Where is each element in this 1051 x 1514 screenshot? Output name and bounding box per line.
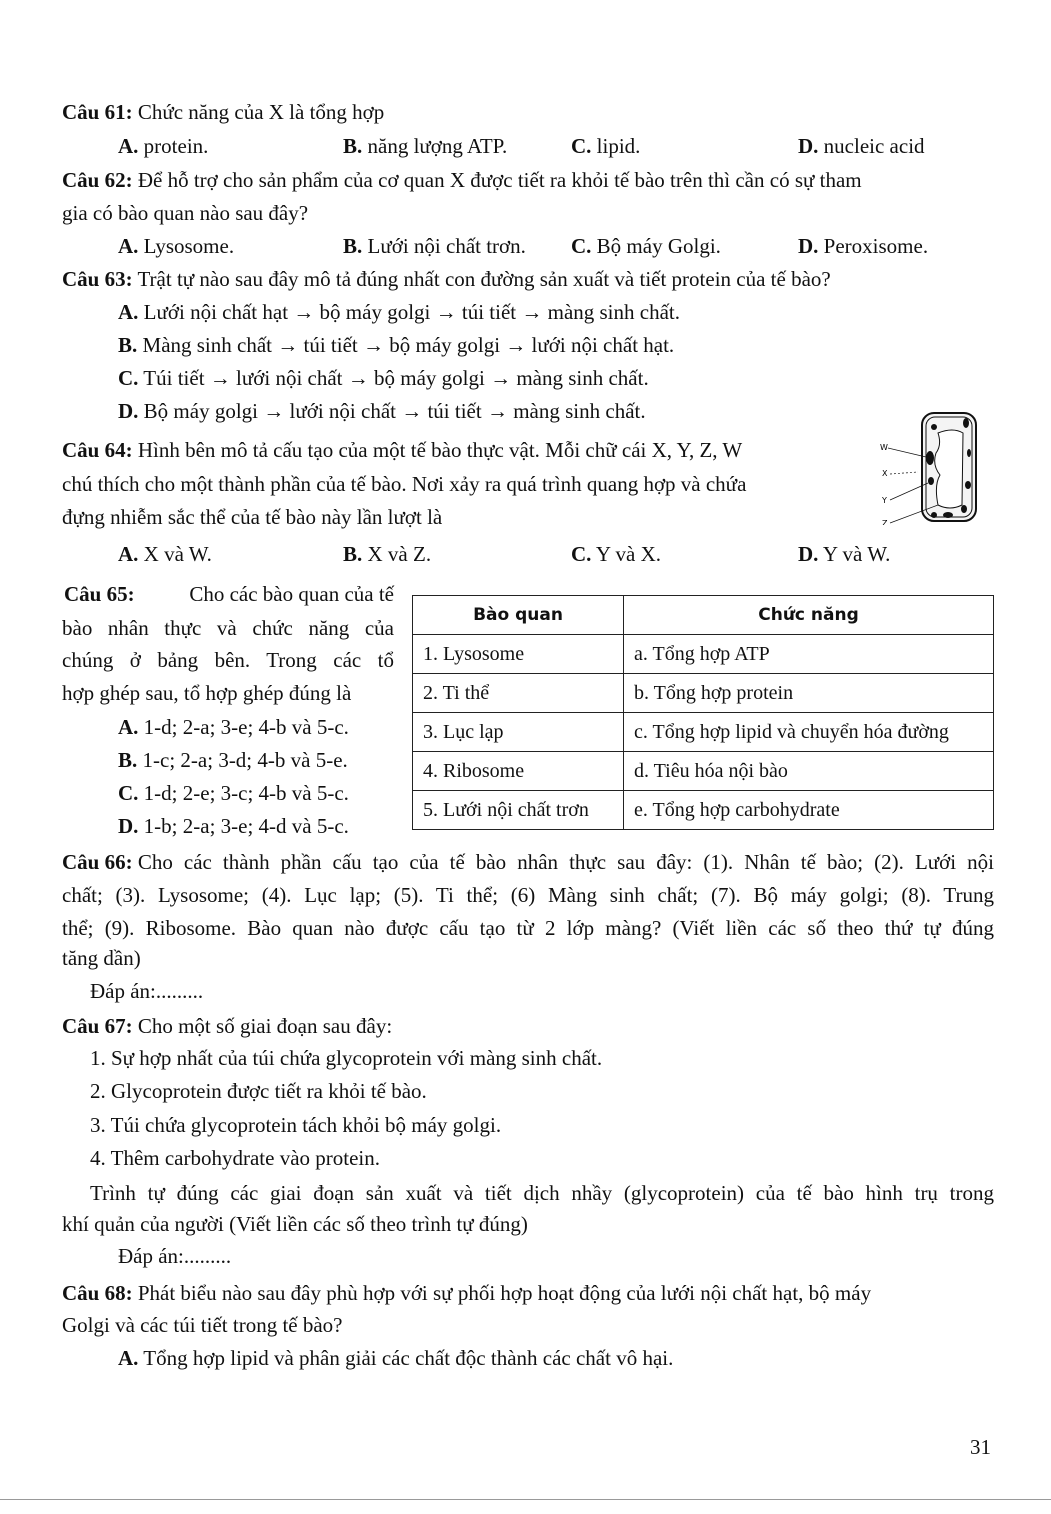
text: 5. Lưới nội chất trơn bbox=[413, 791, 624, 830]
text: Hình bên mô tả cấu tạo của một tế bào thực vật. Mỗi chữ cái X, Y, Z, W bbox=[137, 438, 743, 462]
text: Phát biểu nào sau đây phù hợp với sự phối hợp hoạt động của lưới nội chất hạt, bộ máy bbox=[137, 1281, 872, 1305]
organelle-function-table bbox=[412, 595, 994, 830]
text: Peroxisome. bbox=[823, 234, 929, 258]
answer-blank[interactable]: Đáp án:......... bbox=[118, 1244, 232, 1268]
text: C. bbox=[571, 134, 592, 158]
text: 1. Lysosome bbox=[413, 635, 624, 674]
option-a bbox=[118, 1346, 673, 1370]
text: Câu 67: bbox=[62, 1014, 133, 1038]
header-organelle: Bào quan bbox=[413, 596, 624, 635]
question-67 bbox=[62, 1014, 392, 1038]
text: D. bbox=[798, 134, 819, 158]
text: D. bbox=[118, 814, 139, 838]
text: năng lượng ATP. bbox=[367, 134, 508, 158]
option-c bbox=[118, 781, 349, 805]
text: D. bbox=[118, 399, 139, 423]
option-a bbox=[118, 542, 212, 566]
text: nucleic acid bbox=[823, 134, 925, 158]
table-row bbox=[413, 635, 994, 674]
text: 1-b; 2-a; 3-e; 4-d và 5-c. bbox=[143, 814, 349, 838]
text: B. bbox=[343, 542, 363, 566]
text: lipid. bbox=[596, 134, 641, 158]
option-c bbox=[571, 134, 640, 158]
text: B. bbox=[343, 134, 363, 158]
text: A. bbox=[118, 542, 139, 566]
option-b bbox=[343, 234, 526, 258]
text: C. bbox=[118, 781, 139, 805]
table-header-row bbox=[413, 596, 994, 635]
option-c bbox=[571, 234, 721, 258]
question-text: gia có bào quan nào sau đây? bbox=[62, 201, 309, 225]
step: 1. Sự hợp nhất của túi chứa glycoprotein với màng sinh chất. bbox=[90, 1046, 603, 1070]
option-d bbox=[798, 234, 928, 258]
step: 3. Túi chứa glycoprotein tách khỏi bộ máy golgi. bbox=[90, 1113, 502, 1137]
text: 2. Ti thể bbox=[413, 674, 624, 713]
option-b bbox=[118, 333, 674, 357]
text: Câu 62: bbox=[62, 168, 133, 192]
option-a bbox=[118, 134, 208, 158]
text: A. bbox=[118, 300, 139, 324]
text: Trật tự nào sau đây mô tả đúng nhất con đường sản xuất và tiết protein của tế bào? bbox=[137, 267, 831, 291]
text: Lưới nội chất trơn. bbox=[367, 234, 526, 258]
header-function: Chức năng bbox=[624, 596, 994, 635]
question-text: chú thích cho một thành phần của tế bào. Nơi xảy ra quá trình quang hợp và chứa bbox=[62, 472, 747, 496]
text: X và Z. bbox=[367, 542, 432, 566]
text: C. bbox=[571, 542, 592, 566]
option-a bbox=[118, 300, 680, 324]
text: Câu 68: bbox=[62, 1281, 133, 1305]
option-d bbox=[118, 814, 349, 838]
question-64 bbox=[62, 438, 742, 462]
question-65 bbox=[64, 582, 394, 606]
step: 4. Thêm carbohydrate vào protein. bbox=[90, 1146, 381, 1170]
text: 4. Ribosome bbox=[413, 752, 624, 791]
text: protein. bbox=[143, 134, 209, 158]
bottom-rule bbox=[0, 1499, 1051, 1500]
text: d. Tiêu hóa nội bào bbox=[624, 752, 994, 791]
question-66 bbox=[62, 850, 994, 874]
text: Tổng hợp lipid và phân giải các chất độc thành các chất vô hại. bbox=[143, 1346, 674, 1370]
text: 3. Lục lạp bbox=[413, 713, 624, 752]
option-a bbox=[118, 234, 234, 258]
label-y: Y bbox=[882, 496, 887, 505]
step: 2. Glycoprotein được tiết ra khỏi tế bào. bbox=[90, 1079, 427, 1103]
question-text: Golgi và các túi tiết trong tế bào? bbox=[62, 1313, 343, 1337]
page-number: 31 bbox=[970, 1435, 991, 1459]
text: Túi tiết → lưới nội chất → bộ máy golgi → màng sinh chất. bbox=[143, 366, 649, 390]
text: B. bbox=[118, 748, 138, 772]
text: 1-d; 2-e; 3-c; 4-b và 5-c. bbox=[143, 781, 349, 805]
table-row bbox=[413, 713, 994, 752]
text: B. bbox=[343, 234, 363, 258]
question-63 bbox=[62, 267, 831, 291]
question-text: hợp ghép sau, tổ hợp ghép đúng là bbox=[62, 681, 352, 705]
question-text: thể; (9). Ribosome. Bào quan nào được cấu tạo từ 2 lớp màng? (Viết liền các số theo thứ tự đúng bbox=[62, 916, 994, 940]
option-a bbox=[118, 715, 349, 739]
label-z: Z bbox=[882, 519, 888, 525]
text: Bộ máy golgi → lưới nội chất → túi tiết → màng sinh chất. bbox=[143, 399, 646, 423]
text: e. Tổng hợp carbohydrate bbox=[624, 791, 994, 830]
label-w: W bbox=[880, 443, 888, 452]
text: a. Tổng hợp ATP bbox=[624, 635, 994, 674]
question-text: đựng nhiễm sắc thể của tế bào này lần lượt là bbox=[62, 505, 443, 529]
text: A. bbox=[118, 134, 139, 158]
question-text: khí quản của người (Viết liền các số theo trình tự đúng) bbox=[62, 1212, 528, 1236]
text: Cho các bào quan của tế bbox=[189, 582, 394, 606]
text: Màng sinh chất → túi tiết → bộ máy golgi → lưới nội chất hạt. bbox=[142, 333, 675, 357]
text: A. bbox=[118, 1346, 139, 1370]
text: Lysosome. bbox=[143, 234, 235, 258]
question-text: Trình tự đúng các giai đoạn sản xuất và tiết dịch nhầy (glycoprotein) của tế bào hình trụ trong bbox=[90, 1181, 994, 1205]
option-b bbox=[343, 134, 507, 158]
question-text: tăng dần) bbox=[62, 946, 141, 970]
text: A. bbox=[118, 234, 139, 258]
text: Để hỗ trợ cho sản phẩm của cơ quan X được tiết ra khỏi tế bào trên thì cần có sự tham bbox=[137, 168, 862, 192]
question-text: chúng ở bảng bên. Trong các tổ bbox=[62, 648, 394, 672]
text: B. bbox=[118, 333, 138, 357]
question-text: Chức năng của X là tổng hợp bbox=[137, 100, 385, 124]
text: Câu 64: bbox=[62, 438, 133, 462]
text: Câu 66: bbox=[62, 850, 133, 874]
text: Câu 63: bbox=[62, 267, 133, 291]
option-d bbox=[798, 542, 890, 566]
question-text: bào nhân thực và chức năng của bbox=[62, 616, 394, 640]
label-x: X bbox=[882, 469, 888, 478]
text: 1-c; 2-a; 3-d; 4-b và 5-e. bbox=[142, 748, 348, 772]
text: C. bbox=[571, 234, 592, 258]
question-62 bbox=[62, 168, 862, 192]
table-row bbox=[413, 791, 994, 830]
question-text: chất; (3). Lysosome; (4). Lục lạp; (5). Ti thể; (6) Màng sinh chất; (7). Bộ máy golgi; (8). Trung bbox=[62, 883, 994, 907]
text: Bộ máy Golgi. bbox=[596, 234, 721, 258]
text: C. bbox=[118, 366, 139, 390]
text: Cho các thành phần cấu tạo của tế bào nhân thực sau đây: (1). Nhân tế bào; (2). Lưới nội bbox=[137, 850, 994, 874]
text: A. bbox=[118, 715, 139, 739]
plant-cell-figure bbox=[878, 405, 988, 525]
text: D. bbox=[798, 234, 819, 258]
option-b bbox=[118, 748, 348, 772]
option-c bbox=[571, 542, 661, 566]
option-b bbox=[343, 542, 431, 566]
text: Lưới nội chất hạt → bộ máy golgi → túi tiết → màng sinh chất. bbox=[143, 300, 680, 324]
option-d bbox=[118, 399, 646, 423]
table-row bbox=[413, 752, 994, 791]
text: 1-d; 2-a; 3-e; 4-b và 5-c. bbox=[143, 715, 349, 739]
option-c bbox=[118, 366, 649, 390]
text: Y và W. bbox=[822, 542, 891, 566]
text: Câu 65: bbox=[64, 582, 135, 606]
question-61 bbox=[62, 100, 384, 124]
question-label: Câu 61: bbox=[62, 100, 133, 124]
text: Y và X. bbox=[595, 542, 662, 566]
option-d bbox=[798, 134, 925, 158]
text: Cho một số giai đoạn sau đây: bbox=[137, 1014, 393, 1038]
answer-blank[interactable]: Đáp án:......... bbox=[90, 979, 204, 1003]
question-68 bbox=[62, 1281, 871, 1305]
table-row bbox=[413, 674, 994, 713]
text: b. Tổng hợp protein bbox=[624, 674, 994, 713]
text: D. bbox=[798, 542, 819, 566]
text: c. Tổng hợp lipid và chuyển hóa đường bbox=[624, 713, 994, 752]
text: X và W. bbox=[143, 542, 212, 566]
